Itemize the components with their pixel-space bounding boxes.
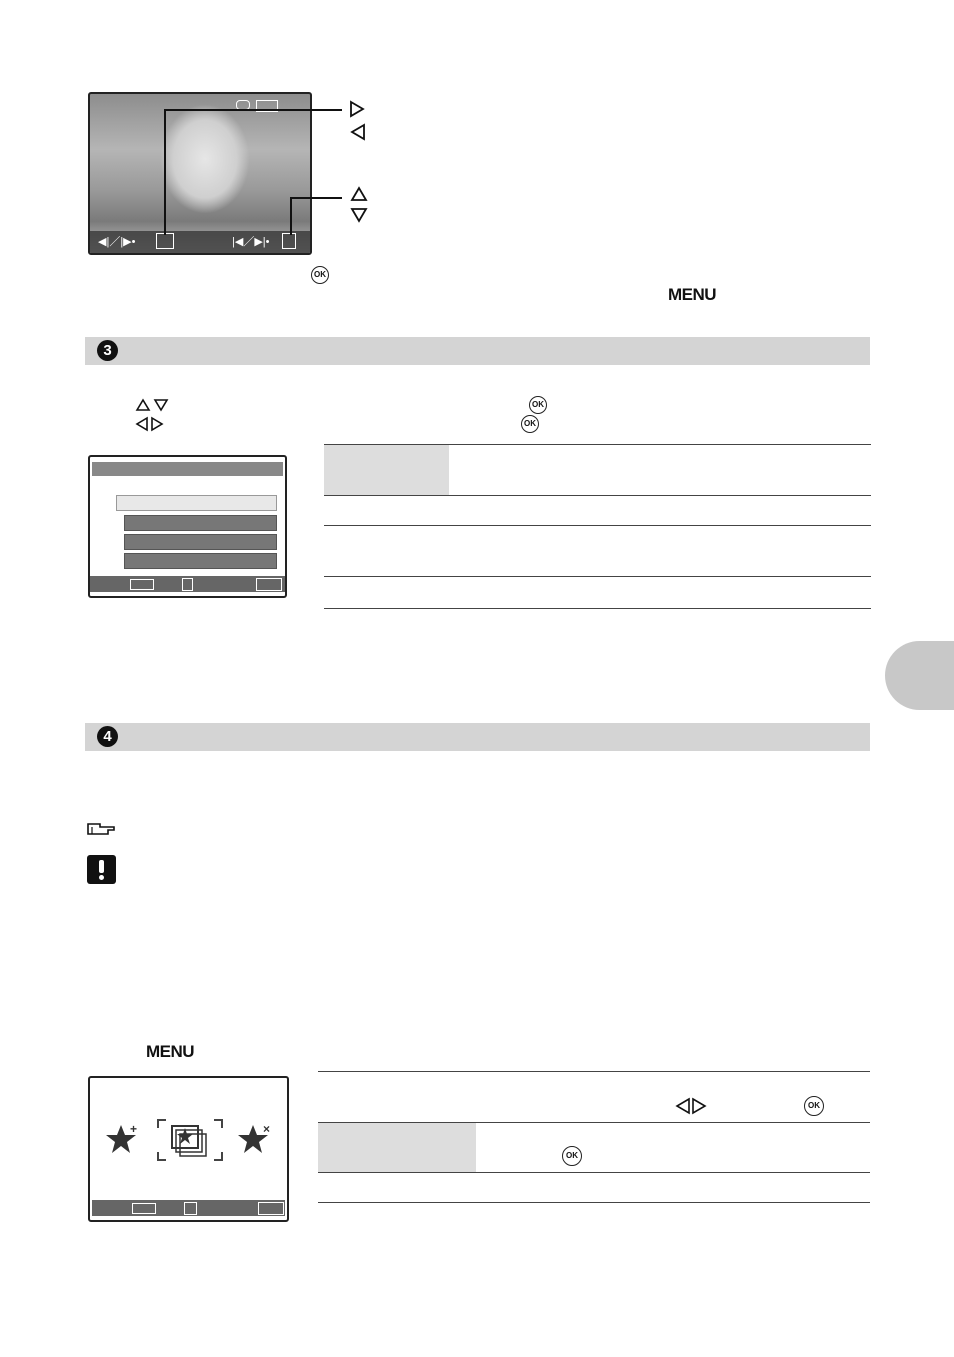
table-rule <box>324 495 871 496</box>
chapter-side-tab <box>885 641 954 710</box>
up-down-button-icon <box>182 578 193 591</box>
section-number-3: 3 <box>97 340 118 361</box>
table-rule <box>318 1202 870 1203</box>
left-triangle-icon <box>135 416 149 432</box>
right-triangle-icon <box>349 100 365 118</box>
up-triangle-icon <box>350 186 368 202</box>
svg-text:×: × <box>263 1122 271 1136</box>
svg-text:+: + <box>130 1122 138 1136</box>
left-triangle-icon <box>350 123 366 141</box>
bird-image <box>160 104 250 214</box>
table-shaded-cell <box>318 1123 476 1172</box>
star-plus-icon <box>106 1121 140 1155</box>
star-x-icon <box>238 1121 274 1155</box>
menu-screen-title-bar <box>92 462 283 476</box>
table-rule <box>324 576 871 577</box>
right-triangle-icon <box>150 416 164 432</box>
menu-option[interactable] <box>124 515 277 531</box>
favorites-screen <box>88 1076 289 1222</box>
ok-button-icon: OK <box>529 396 547 414</box>
menu-option[interactable] <box>124 534 277 550</box>
left-right-button-icon <box>184 1202 197 1215</box>
up-down-button-icon <box>282 233 296 249</box>
ok-button-guide <box>258 1202 284 1215</box>
section-4-header <box>85 723 870 751</box>
favorites-guide-bar <box>92 1200 285 1216</box>
movie-playback-screen <box>88 92 312 255</box>
menu-screen-guide-bar <box>90 576 285 592</box>
table-rule <box>318 1172 870 1173</box>
menu-button-label: MENU <box>668 285 717 304</box>
back-button-guide <box>132 1203 156 1214</box>
pointing-hand-icon <box>86 821 116 837</box>
table-rule <box>324 444 871 445</box>
ok-button-icon: OK <box>521 415 539 433</box>
up-triangle-icon <box>135 398 151 412</box>
callout-line-left-right-vertical <box>164 109 166 235</box>
table-rule <box>324 525 871 526</box>
left-right-button-icon <box>156 233 174 249</box>
left-triangle-icon <box>675 1097 691 1115</box>
skip-start-end-icon: |◀／▶|• <box>232 236 270 248</box>
section-3-header <box>85 337 870 365</box>
exclamation-icon <box>87 855 116 884</box>
ok-button-guide <box>256 578 282 591</box>
menu-option-selected[interactable] <box>116 495 277 511</box>
callout-line-up-down <box>290 197 342 199</box>
menu-option[interactable] <box>124 553 277 569</box>
menu-screen <box>88 455 287 598</box>
menu-button-label: MENU <box>146 1042 195 1061</box>
down-triangle-icon <box>350 207 368 223</box>
table-rule <box>318 1122 870 1123</box>
ok-button-icon: OK <box>562 1146 582 1166</box>
down-triangle-icon <box>153 398 169 412</box>
ok-button-icon: OK <box>311 266 329 284</box>
favorites-stack-icon <box>154 1118 226 1162</box>
table-rule <box>324 608 871 609</box>
ok-button-icon: OK <box>804 1096 824 1116</box>
playback-control-bar <box>90 231 310 253</box>
callout-line-up-down-vertical <box>290 197 292 235</box>
table-shaded-cell <box>324 445 449 495</box>
frame-back-forward-icon: ◀|／|▶• <box>98 236 136 248</box>
table-rule <box>318 1071 870 1072</box>
section-number-4: 4 <box>97 726 118 747</box>
right-triangle-icon <box>691 1097 707 1115</box>
callout-line-left-right <box>164 109 342 111</box>
back-button-guide <box>130 579 154 590</box>
